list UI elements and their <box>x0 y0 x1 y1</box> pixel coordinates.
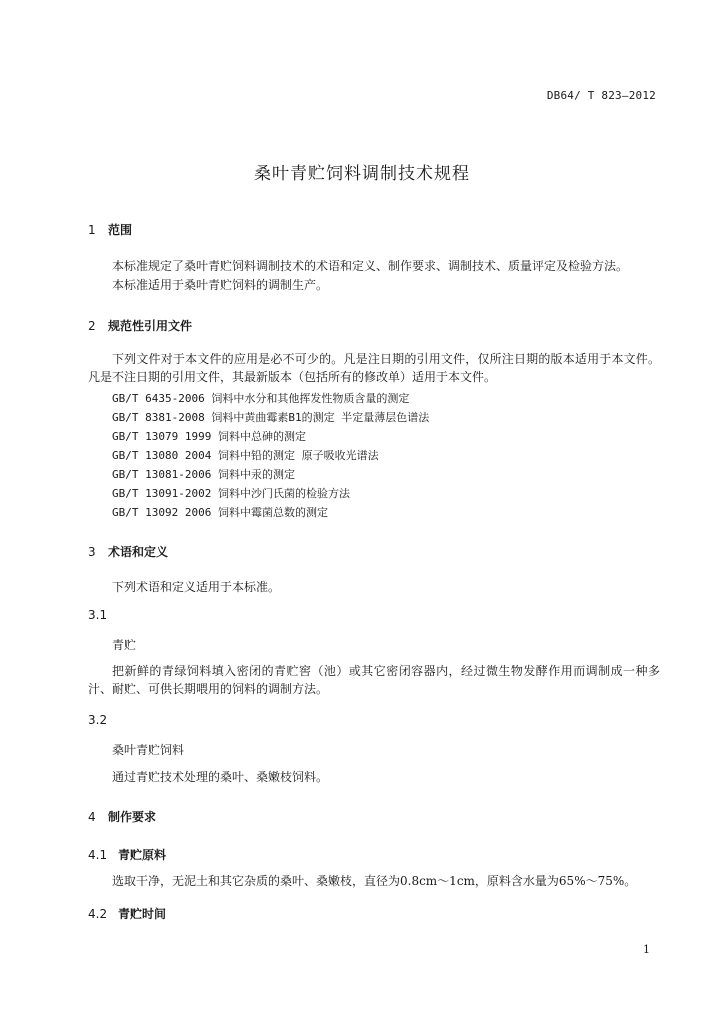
reference-item: GB/T 6435-2006 饲料中水分和其他挥发性物质含量的测定 <box>112 392 410 405</box>
term-number: 3.2 <box>88 713 108 727</box>
standard-code: DB64/ T 823—2012 <box>546 89 656 102</box>
section-3-heading <box>88 543 168 560</box>
term-definition: 把新鲜的青绿饲料填入密闭的青贮窖（池）或其它密闭容器内，经过微生物发酵作用而调制成一种多汁、耐贮、可供长期喂用的饲料的调制方法。 <box>88 664 660 696</box>
term-name: 青贮 <box>112 638 137 652</box>
section-title: 范围 <box>108 223 133 237</box>
subsection-4-2-heading <box>88 905 166 922</box>
section-1-heading <box>88 221 132 238</box>
term-definition: 通过青贮技术处理的桑叶、桑嫩枝饲料。 <box>112 770 329 784</box>
term-name: 桑叶青贮饲料 <box>112 743 185 757</box>
reference-item: GB/T 13080 2004 饲料中铅的测定 原子吸收光谱法 <box>112 449 379 462</box>
section-title: 术语和定义 <box>108 545 169 559</box>
reference-item: GB/T 13092 2006 饲料中霉菌总数的测定 <box>112 506 328 519</box>
section-title: 制作要求 <box>108 810 157 824</box>
subsection-number: 4.1 <box>88 848 108 862</box>
section-1-paragraph-2: 本标准适用于桑叶青贮饲料的调制生产。 <box>112 278 329 292</box>
subsection-4-1-heading <box>88 846 166 863</box>
section-2-intro: 下列文件对于本文件的应用是必不可少的。凡是注日期的引用文件，仅所注日期的版本适用于本文件。凡是不注日期的引用文件，其最新版本（包括所有的修改单）适用于本文件。 <box>88 352 660 384</box>
section-1-paragraph-1: 本标准规定了桑叶青贮饲料调制技术的术语和定义、制作要求、调制技术、质量评定及检验方法。 <box>112 259 629 273</box>
section-number: 4 <box>88 810 96 824</box>
subsection-4-1-text: 选取干净，无泥土和其它杂质的桑叶、桑嫩枝，直径为0.8cm～1cm，原料含水量为65%～75%。 <box>112 874 637 888</box>
reference-item: GB/T 13079 1999 饲料中总砷的测定 <box>112 430 306 443</box>
reference-item: GB/T 13081-2006 饲料中汞的测定 <box>112 468 295 481</box>
document-title: 桑叶青贮饲料调制技术规程 <box>254 164 470 184</box>
section-number: 3 <box>88 545 96 559</box>
reference-item: GB/T 8381-2008 饲料中黄曲霉素B1的测定 半定量薄层色谱法 <box>112 411 430 424</box>
reference-item: GB/T 13091-2002 饲料中沙门氏菌的检验方法 <box>112 487 350 500</box>
section-title: 规范性引用文件 <box>108 319 193 333</box>
subsection-number: 4.2 <box>88 907 108 921</box>
page-number: 1 <box>643 943 650 956</box>
section-2-heading <box>88 317 192 334</box>
section-number: 1 <box>88 223 96 237</box>
section-4-heading <box>88 808 156 825</box>
section-3-intro: 下列术语和定义适用于本标准。 <box>112 580 281 594</box>
section-number: 2 <box>88 319 96 333</box>
term-number: 3.1 <box>88 608 108 622</box>
subsection-title: 青贮原料 <box>118 848 167 862</box>
subsection-title: 青贮时间 <box>118 907 167 921</box>
